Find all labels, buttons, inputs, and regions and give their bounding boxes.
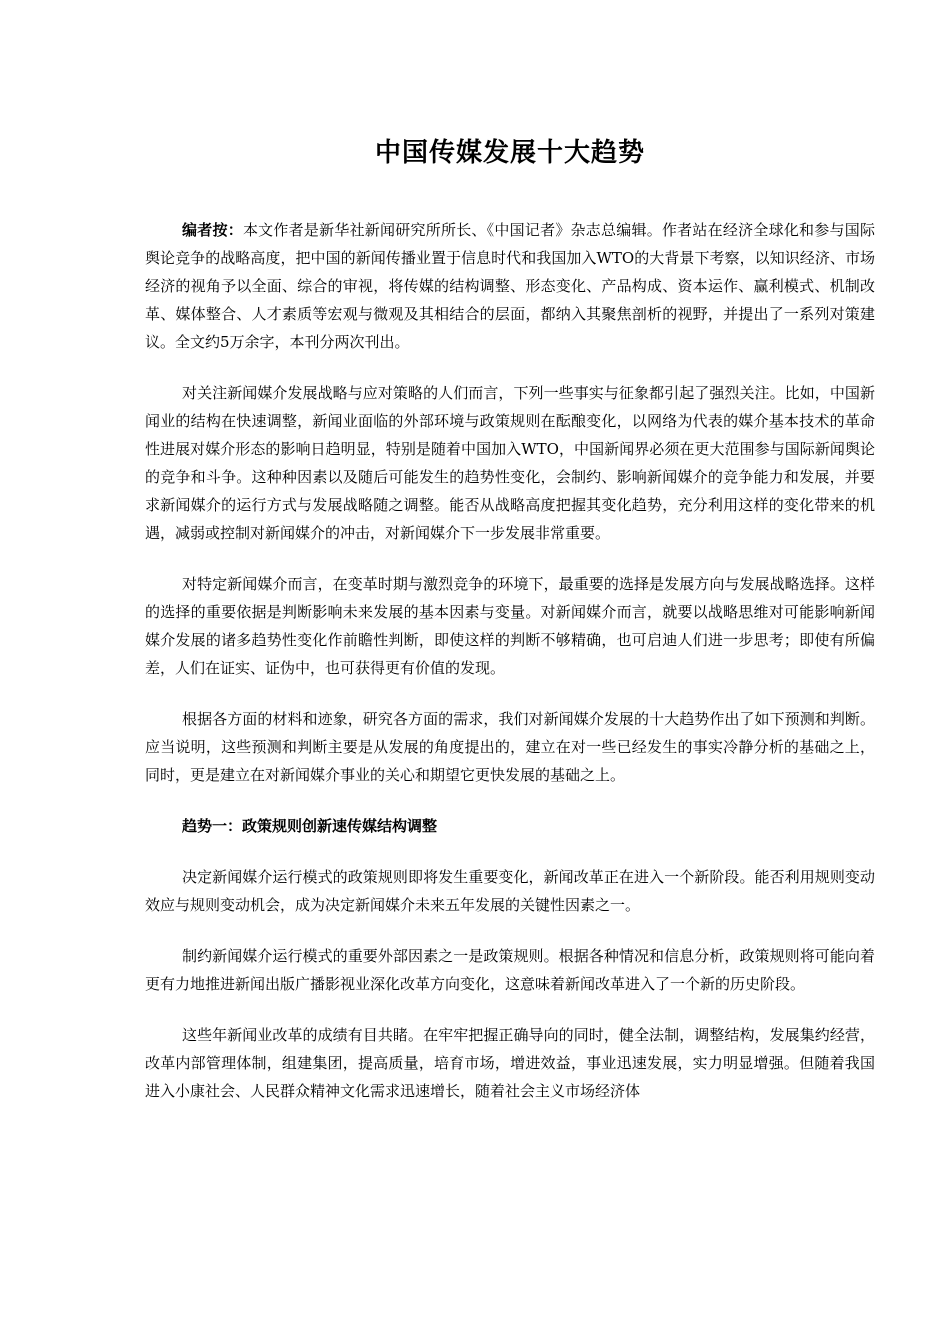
- section-paragraph-1: 决定新闻媒介运行模式的政策规则即将发生重要变化，新闻改革正在进入一个新阶段。能否利用规则变动效应与规则变动机会，成为决定新闻媒介未来五年发展的关键性因素之一。: [145, 868, 875, 914]
- intro-paragraph-2: 对特定新闻媒介而言，在变革时期与激烈竞争的环境下，最重要的选择是发展方向与发展战略选择。这样的选择的重要依据是判断影响未来发展的基本因素与变量。对新闻媒介而言，就要以战略思维对可能影响新闻媒介发展的诸多趋势性变化作前瞻性判断，即使这样的判断不够精确，也可启迪人们进一步思考；即使有所偏差，人们在证实、证伪中，也可获得更有价值的发现。: [145, 575, 875, 677]
- intro-paragraph-3: 根据各方面的材料和迹象，研究各方面的需求，我们对新闻媒介发展的十大趋势作出了如下预测和判断。应当说明，这些预测和判断主要是从发展的角度提出的，建立在对一些已经发生的事实冷静分析的基础之上，同时，更是建立在对新闻媒介事业的关心和期望它更快发展的基础之上。: [145, 710, 875, 784]
- editor-note-text: 本文作者是新华社新闻研究所所长、《中国记者》杂志总编辑。作者站在经济全球化和参与国际舆论竞争的战略高度，把中国的新闻传播业置于信息时代和我国加入WTO的大背景下考察，以知识经济、市场经济的视角予以全面、综合的审视，将传媒的结构调整、形态变化、产品构成、资本运作、赢利模式、机制改革、媒体整合、人才素质等宏观与微观及其相结合的层面，都纳入其聚焦剖析的视野，并提出了一系列对策建议。全文约5万余字，本刊分两次刊出。: [145, 221, 875, 351]
- editor-note-label: 编者按：: [182, 221, 243, 239]
- section-paragraph-3: 这些年新闻业改革的成绩有目共睹。在牢牢把握正确导向的同时，健全法制，调整结构，发展集约经营，改革内部管理体制，组建集团，提高质量，培育市场，增进效益，事业迅速发展，实力明显增强。但随着我国进入小康社会、人民群众精神文化需求迅速增长，随着社会主义市场经济体: [145, 1026, 875, 1100]
- article-body: [145, 216, 875, 1128]
- section-heading: 趋势一：政策规则创新速传媒结构调整: [182, 817, 438, 835]
- page-title: 中国传媒发展十大趋势: [374, 138, 645, 169]
- editor-note: [145, 216, 875, 356]
- section-paragraph-2: 制约新闻媒介运行模式的重要外部因素之一是政策规则。根据各种情况和信息分析，政策规则将可能向着更有力地推进新闻出版广播影视业深化改革方向变化，这意味着新闻改革进入了一个新的历史阶段。: [145, 947, 875, 993]
- intro-paragraph-1: 对关注新闻媒介发展战略与应对策略的人们而言，下列一些事实与征象都引起了强烈关注。比如，中国新闻业的结构在快速调整，新闻业面临的外部环境与政策规则在酝酿变化，以网络为代表的媒介基本技术的革命性进展对媒介形态的影响日趋明显，特别是随着中国加入WTO，中国新闻界必须在更大范围参与国际新闻舆论的竞争和斗争。这种种因素以及随后可能发生的趋势性变化，会制约、影响新闻媒介的竞争能力和发展，并要求新闻媒介的运行方式与发展战略随之调整。能否从战略高度把握其变化趋势，充分利用这样的变化带来的机遇，减弱或控制对新闻媒介的冲击，对新闻媒介下一步发展非常重要。: [145, 384, 875, 542]
